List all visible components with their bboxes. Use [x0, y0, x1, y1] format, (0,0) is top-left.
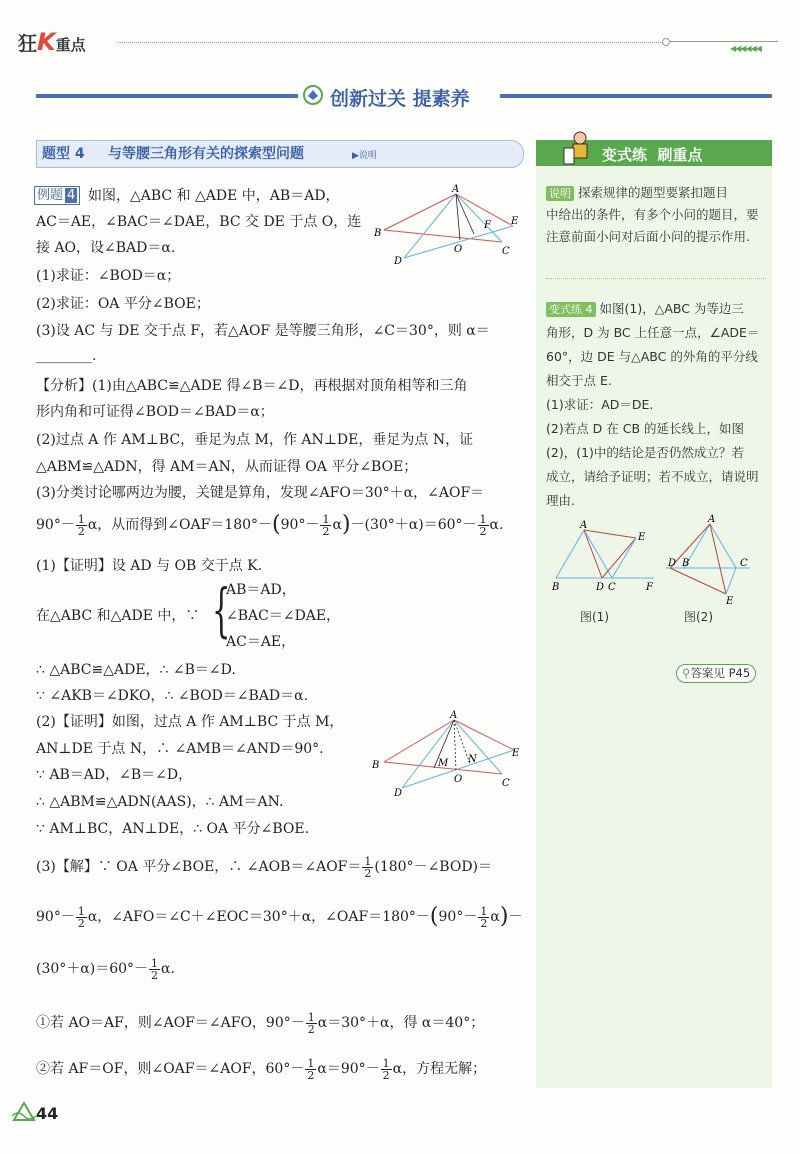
analysis-formula-line: 90°－ $\frac{1}{2}$ α，从而得到∠OAF＝180°－(90°－ $\frac{1}{2}$ α)－(30°＋α)＝60°－ $\frac{1}{2}$ α. — [36, 512, 504, 538]
fig1-label-F: F — [484, 220, 491, 231]
solve3-h: (30°＋α)＝60°－ — [36, 961, 149, 977]
exercise-line-1 — [546, 298, 776, 319]
side-note-badge: 说明 — [546, 186, 574, 201]
solve3-case2-a: ②若 AF＝OF，则∠OAF＝∠AOF，60°－ — [36, 1061, 305, 1077]
fig1-label-C: C — [502, 246, 510, 257]
solve3-e: 90°－ — [438, 909, 478, 925]
analysis-formula-e: －(30°＋α)＝60°－ — [350, 517, 477, 533]
solve3-case1-a: ①若 AO＝AF，则∠AOF＝∠AFO，90°－ — [36, 1015, 305, 1031]
fraction-half: $\frac{1}{2}$ — [151, 956, 159, 982]
solve3-c: 90°－ — [36, 909, 75, 925]
solve3-case2-b: α＝90°－ — [317, 1061, 380, 1077]
solve3-case-2 — [36, 1054, 516, 1084]
solve3-case-1 — [36, 1008, 516, 1038]
side-divider — [546, 278, 766, 279]
ex2-label-D: D — [668, 558, 677, 569]
exercise-line-5: (1)求证：AD＝DE. — [546, 397, 654, 412]
exercise-line-3: 60°，边 DE 与△ABC 的外角的平分线 — [546, 349, 758, 364]
exercise-line-2: 角形，D 为 BC 上任意一点，∠ADE＝ — [546, 325, 760, 340]
example-line-4: (1)求证：∠BOD＝α； — [36, 268, 181, 284]
example-badge-number: 4 — [67, 188, 76, 203]
ex2-label-C: C — [740, 558, 748, 569]
proof2-line-1: (2)【证明】如图，过点 A 作 AM⊥BC 于点 M， — [36, 714, 344, 730]
header-dotted-rule — [118, 42, 663, 43]
section-banner-rule-left — [36, 94, 298, 98]
exercise-line-8: 成立，请给予证明；若不成立，请说明 — [546, 469, 759, 484]
side-note-text-1: 探索规律的题型要紧扣题目 — [578, 185, 729, 200]
ex1-label-B: B — [552, 582, 560, 593]
page-number: 44 — [36, 1104, 59, 1123]
proof2-line-3: ∵ AB＝AD，∠B＝∠D， — [36, 767, 193, 783]
fig2-label-A: A — [450, 710, 458, 721]
example-line-6: (3)设 AC 与 DE 交于点 F，若△AOF 是等腰三角形，∠C＝30°，则 α＝ — [36, 323, 490, 339]
fig2-label-D: D — [394, 788, 403, 799]
exercise-figure-2 — [664, 512, 768, 607]
fraction-half: $\frac{1}{2}$ — [307, 1010, 315, 1036]
analysis-line-4: △ABM≌△ADN，得 AM＝AN，从而证得 OA 平分∠BOE； — [36, 459, 418, 475]
fraction-half: $\frac{1}{2}$ — [382, 1056, 390, 1082]
side-header-person-icon — [560, 130, 596, 166]
example-line-3: 接 AO，设∠BAD＝α. — [36, 240, 176, 256]
exercise-line-6: (2)若点 D 在 CB 的延长线上，如图 — [546, 421, 745, 436]
ex1-label-A: A — [580, 520, 588, 531]
proof1-brace-row-1: AB＝AD， — [226, 582, 296, 598]
fig1-label-A: A — [452, 184, 460, 195]
fraction-half: $\frac{1}{2}$ — [480, 904, 488, 930]
fig1-label-D: D — [394, 256, 403, 267]
solve3-line-1 — [36, 852, 516, 882]
analysis-line-3: (2)过点 A 作 AM⊥BC，垂足为点 M，作 AN⊥DE，垂足为点 N，证 — [36, 432, 474, 448]
solve3-g: － — [508, 909, 523, 925]
analysis-formula-b: α，从而得到∠OAF＝180°－ — [87, 517, 273, 533]
ex2-label-A: A — [708, 514, 716, 525]
fig1-label-E: E — [511, 216, 519, 227]
brand-text-left: 狂 — [18, 33, 38, 55]
solve3-line-3 — [36, 954, 516, 984]
ex2-label-E: E — [726, 596, 734, 607]
proof1-brace-icon: { — [212, 576, 231, 644]
exercise-line-7: (2)，(1)中的结论是否仍然成立？若 — [546, 445, 744, 460]
fig2-label-B: B — [372, 760, 380, 771]
exercise-figure-2-caption: 图(2) — [684, 610, 713, 624]
solve3-f: α — [490, 909, 500, 925]
exercise-line-4: 相交于点 E. — [546, 373, 612, 388]
fig2-label-O: O — [454, 774, 463, 785]
solve3-d: α，∠AFO＝∠C＋∠EOC＝30°＋α，∠OAF＝180°－ — [87, 909, 430, 925]
topic-note-link[interactable]: ▶说明 — [352, 151, 377, 161]
side-note-line-1 — [546, 182, 776, 203]
solve3-b: (180°－∠BOD)＝ — [374, 859, 493, 875]
proof2-line-2: AN⊥DE 于点 N，∴ ∠AMB＝∠AND＝90°. — [36, 741, 324, 757]
fig2-label-N: N — [468, 754, 477, 765]
side-note-line-2: 中给出的条件，有多个小问的题目，要 — [546, 207, 759, 222]
example-badge — [34, 186, 80, 205]
brand-k: K — [37, 28, 56, 56]
solve3-case1-b: α＝30°＋α，得 α＝40°； — [317, 1015, 485, 1031]
example-line-1: 如图，△ABC 和 △ADE 中，AB＝AD， — [88, 188, 340, 204]
answer-ref-text: 答案见 P45 — [690, 666, 751, 680]
brand-logo — [18, 28, 86, 56]
fraction-half: $\frac{1}{2}$ — [307, 1056, 315, 1082]
exercise-figure-1 — [550, 518, 662, 598]
example-line-5: (2)求证：OA 平分∠BOE； — [36, 296, 210, 312]
fraction-half: $\frac{1}{2}$ — [322, 512, 330, 538]
solve3-case2-c: α，方程无解； — [392, 1061, 487, 1077]
ex1-label-C: C — [608, 582, 616, 593]
section-banner-title: 创新过关 提素养 — [330, 88, 470, 110]
header-solid-rule — [670, 41, 778, 42]
footer-page-badge — [12, 1100, 36, 1124]
example-badge-text: 例题 — [37, 188, 64, 203]
fig2-label-M: M — [438, 758, 449, 769]
exercise-line-9: 理由. — [546, 493, 575, 508]
example-blank-line: ________. — [36, 348, 97, 364]
fraction-half: $\frac{1}{2}$ — [77, 512, 85, 538]
fraction-half: $\frac{1}{2}$ — [77, 904, 85, 930]
ex1-label-D: D — [596, 582, 605, 593]
proof1-line-4: ∵ ∠AKB＝∠DKO，∴ ∠BOD＝∠BAD＝α. — [36, 688, 309, 704]
section-banner-icon — [302, 84, 324, 106]
proof1-brace-row-3: AC＝AE， — [226, 634, 296, 650]
analysis-line-2: 形内角和可证得∠BOD＝∠BAD＝α； — [36, 404, 274, 420]
example-figure-2 — [368, 710, 518, 798]
side-header-title: 变式练 刷重点 — [602, 146, 703, 164]
solve3-i: α. — [161, 961, 175, 977]
example-line-2: AC＝AE，∠BAC＝∠DAE，BC 交 DE 于点 O，连 — [36, 214, 362, 230]
analysis-formula-f: α. — [489, 517, 504, 533]
proof1-line-3: ∴ △ABC≌△ADE，∴ ∠B＝∠D. — [36, 662, 236, 678]
analysis-line-5: (3)分类讨论哪两边为腰，关键是算角，发现∠AFO＝30°＋α，∠AOF＝ — [36, 485, 485, 501]
proof2-line-5: ∵ AM⊥BC，AN⊥DE，∴ OA 平分∠BOE. — [36, 821, 310, 837]
solve3-a: (3)【解】∵ OA 平分∠BOE，∴ ∠AOB＝∠AOF＝ — [36, 859, 362, 875]
fig1-label-O: O — [454, 244, 463, 255]
exercise-badge: 变式练 4 — [546, 302, 596, 317]
example-figure-1 — [368, 184, 518, 266]
proof1-line-1: (1)【证明】设 AD 与 OB 交于点 K. — [36, 558, 263, 574]
brand-text-right: 重点 — [55, 36, 86, 54]
ex2-label-B: B — [682, 558, 690, 569]
side-panel — [536, 140, 772, 1088]
fig1-label-B: B — [374, 228, 382, 239]
fraction-half: $\frac{1}{2}$ — [479, 512, 487, 538]
fig2-label-C: C — [502, 778, 510, 789]
proof1-line-2: 在△ABC 和△ADE 中，∵ — [36, 608, 200, 624]
side-note-line-3: 注意前面小问对后面小问的提示作用. — [546, 229, 750, 244]
ex1-label-F: F — [646, 582, 653, 593]
header-rule-circle — [662, 38, 670, 46]
section-banner-rule-right — [500, 94, 772, 98]
analysis-line-1: 【分析】(1)由△ABC≌△ADE 得∠B＝∠D，再根据对顶角相等和三角 — [36, 378, 468, 394]
header-arrows-icon: ◀◀◀◀◀◀ — [730, 44, 761, 53]
analysis-formula-c: 90°－ — [280, 517, 320, 533]
solve3-line-2: 90°－ $\frac{1}{2}$ α，∠AFO＝∠C＋∠EOC＝30°＋α，∠OAF＝180°－(90°－ $\frac{1}{2}$ α)－ — [36, 904, 523, 930]
analysis-formula-d: α — [332, 517, 342, 533]
analysis-formula-a: 90°－ — [36, 517, 75, 533]
answer-ref-pill[interactable] — [676, 664, 756, 683]
topic-title: 与等腰三角形有关的探索型问题 — [108, 146, 304, 162]
proof1-brace-row-2: ∠BAC＝∠DAE， — [226, 608, 341, 624]
proof2-line-4: ∴ △ABM≌△ADN(AAS)，∴ AM＝AN. — [36, 794, 284, 810]
exercise-figure-1-caption: 图(1) — [580, 610, 609, 624]
exercise-text-1: 如图(1)，△ABC 为等边三 — [599, 301, 744, 316]
fraction-half: $\frac{1}{2}$ — [364, 854, 372, 880]
answer-ref-icon: ⚲ — [682, 666, 691, 680]
ex1-label-E: E — [638, 532, 646, 543]
fig2-label-E: E — [512, 748, 520, 759]
topic-label: 题型 4 — [42, 146, 85, 162]
